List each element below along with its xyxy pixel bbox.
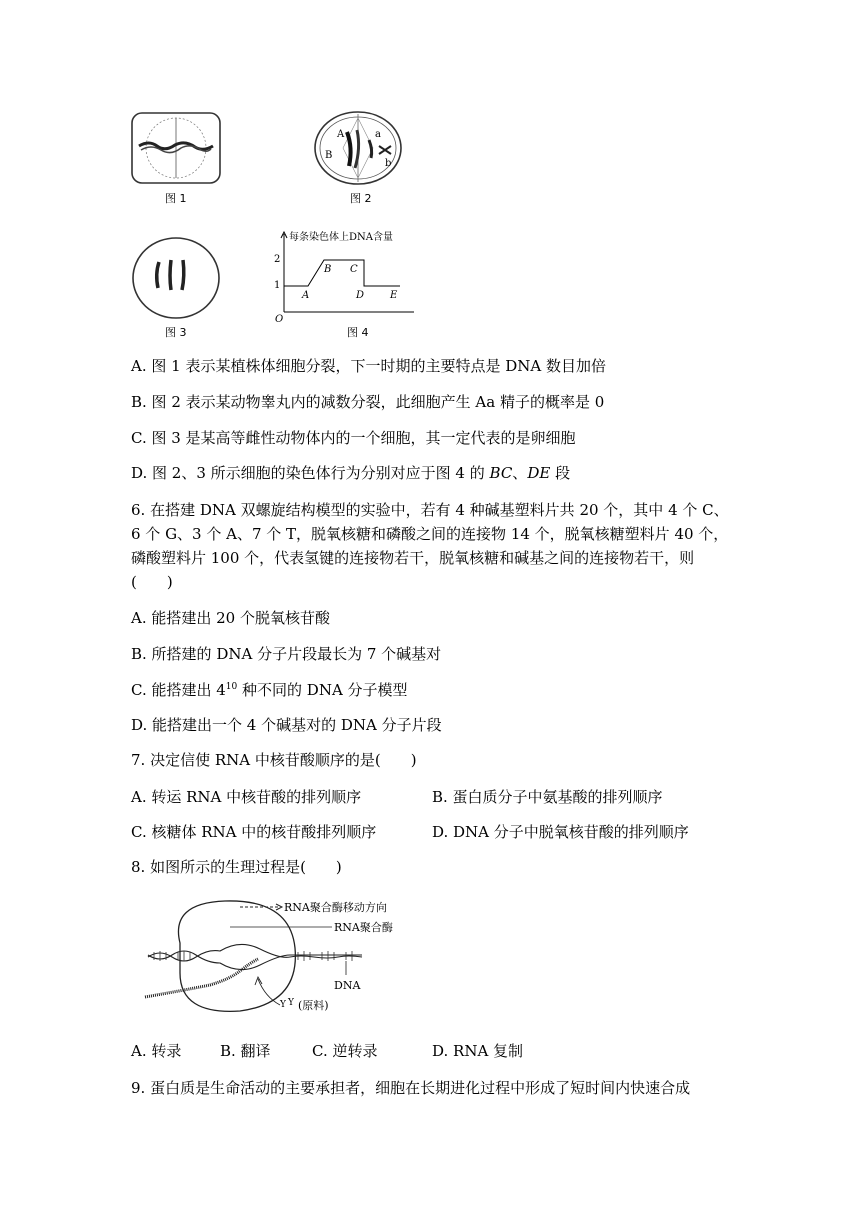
q7-option-c: C. 核糖体 RNA 中的核苷酸排列顺序 [131, 823, 377, 841]
q7-option-a: A. 转运 RNA 中核苷酸的排列顺序 [131, 788, 362, 806]
q8-option-d: D. RNA 复制 [432, 1042, 524, 1060]
q6-stem-line-3: 磷酸塑料片 100 个，代表氢键的连接物若干，脱氧核糖和碱基之间的连接物若干，则 [131, 549, 695, 567]
q5-option-c: C. 图 3 是某高等雌性动物体内的一个细胞，其一定代表的是卵细胞 [131, 429, 576, 447]
figure-4-caption: 图 4 [347, 326, 369, 339]
q7-option-d: D. DNA 分子中脱氧核苷酸的排列顺序 [432, 823, 689, 841]
fig2-label-b: b [385, 158, 392, 169]
q5-option-d-sep: 、 [512, 464, 528, 482]
q8-option-b: B. 翻译 [220, 1042, 271, 1060]
q8-option-a: A. 转录 [131, 1042, 182, 1060]
y-tick-2: 2 [274, 254, 281, 265]
figure-4-chart [272, 226, 422, 326]
label-direction: RNA聚合酶移动方向 [284, 901, 387, 914]
q6-option-c-exponent: 10 [225, 682, 238, 692]
figure-3-caption: 图 3 [165, 326, 187, 339]
rna-strand [145, 959, 258, 997]
q6-option-c-end: 种不同的 DNA 分子模型 [237, 681, 408, 699]
q6-stem-line-1: 6. 在搭建 DNA 双螺旋结构模型的实验中，若有 4 种碱基塑料片共 20 个，其中 4 个 C、 [131, 501, 729, 519]
fig2-label-a: a [375, 129, 381, 140]
nucleotide-icons: Y [280, 1000, 286, 1010]
fig2-label-B: B [325, 150, 333, 161]
q5-option-d [131, 463, 570, 483]
q6-option-c-text: C. 能搭建出 4 [131, 681, 226, 699]
q7-stem: 7. 决定信使 RNA 中核苷酸顺序的是( ) [131, 751, 417, 769]
figure-3-cell [131, 236, 221, 320]
q7-option-b: B. 蛋白质分子中氨基酸的排列顺序 [432, 788, 663, 806]
q6-stem-line-2: 6 个 G、3 个 A、7 个 T，脱氧核糖和磷酸之间的连接物 14 个，脱氧核糖塑料片 40 个， [131, 525, 729, 543]
label-rna-polymerase: RNA聚合酶 [334, 921, 393, 934]
point-label-B: B [324, 264, 332, 275]
chart-series-line [284, 260, 400, 286]
q6-answer-blank: ( ) [131, 573, 173, 591]
q5-option-a: A. 图 1 表示某植株体细胞分裂，下一时期的主要特点是 DNA 数目加倍 [131, 357, 606, 375]
point-label-D: D [356, 290, 365, 301]
q5-option-d-end: 段 [550, 464, 571, 482]
point-label-E: E [390, 290, 398, 301]
nucleotide-icons-2: Y [288, 998, 294, 1008]
point-label-C: C [350, 264, 358, 275]
q6-option-c [131, 680, 408, 700]
q5-option-d-bc: BC [489, 464, 513, 482]
q5-option-b: B. 图 2 表示某动物睾丸内的减数分裂，此细胞产生 Aa 精子的概率是 0 [131, 393, 605, 411]
point-label-A: A [302, 290, 310, 301]
q5-option-d-text: D. 图 2、3 所示细胞的染色体行为分别对应于图 4 的 [131, 464, 490, 482]
q5-option-d-de: DE [527, 464, 551, 482]
chart-title: 每条染色体上DNA含量 [289, 232, 393, 243]
figure-1-mitosis-cell [131, 112, 221, 184]
label-dna: DNA [334, 979, 361, 992]
chart-origin-label: O [275, 314, 284, 325]
q8-stem: 8. 如图所示的生理过程是( ) [131, 858, 342, 876]
q6-option-b: B. 所搭建的 DNA 分子片段最长为 7 个碱基对 [131, 645, 442, 663]
q8-option-c: C. 逆转录 [312, 1042, 378, 1060]
q9-stem: 9. 蛋白质是生命活动的主要承担者，细胞在长期进化过程中形成了短时间内快速合成 [131, 1079, 691, 1097]
figure-1-caption: 图 1 [165, 192, 187, 205]
figure-2-meiosis-cell [313, 110, 403, 186]
label-raw-material: (原料) [298, 999, 329, 1012]
y-tick-1: 1 [274, 280, 281, 291]
transcription-figure [140, 893, 420, 1023]
q6-option-a: A. 能搭建出 20 个脱氧核苷酸 [131, 609, 330, 627]
fig2-label-A: A [337, 129, 345, 140]
figure-2-caption: 图 2 [350, 192, 372, 205]
q6-option-d: D. 能搭建出一个 4 个碱基对的 DNA 分子片段 [131, 716, 442, 734]
